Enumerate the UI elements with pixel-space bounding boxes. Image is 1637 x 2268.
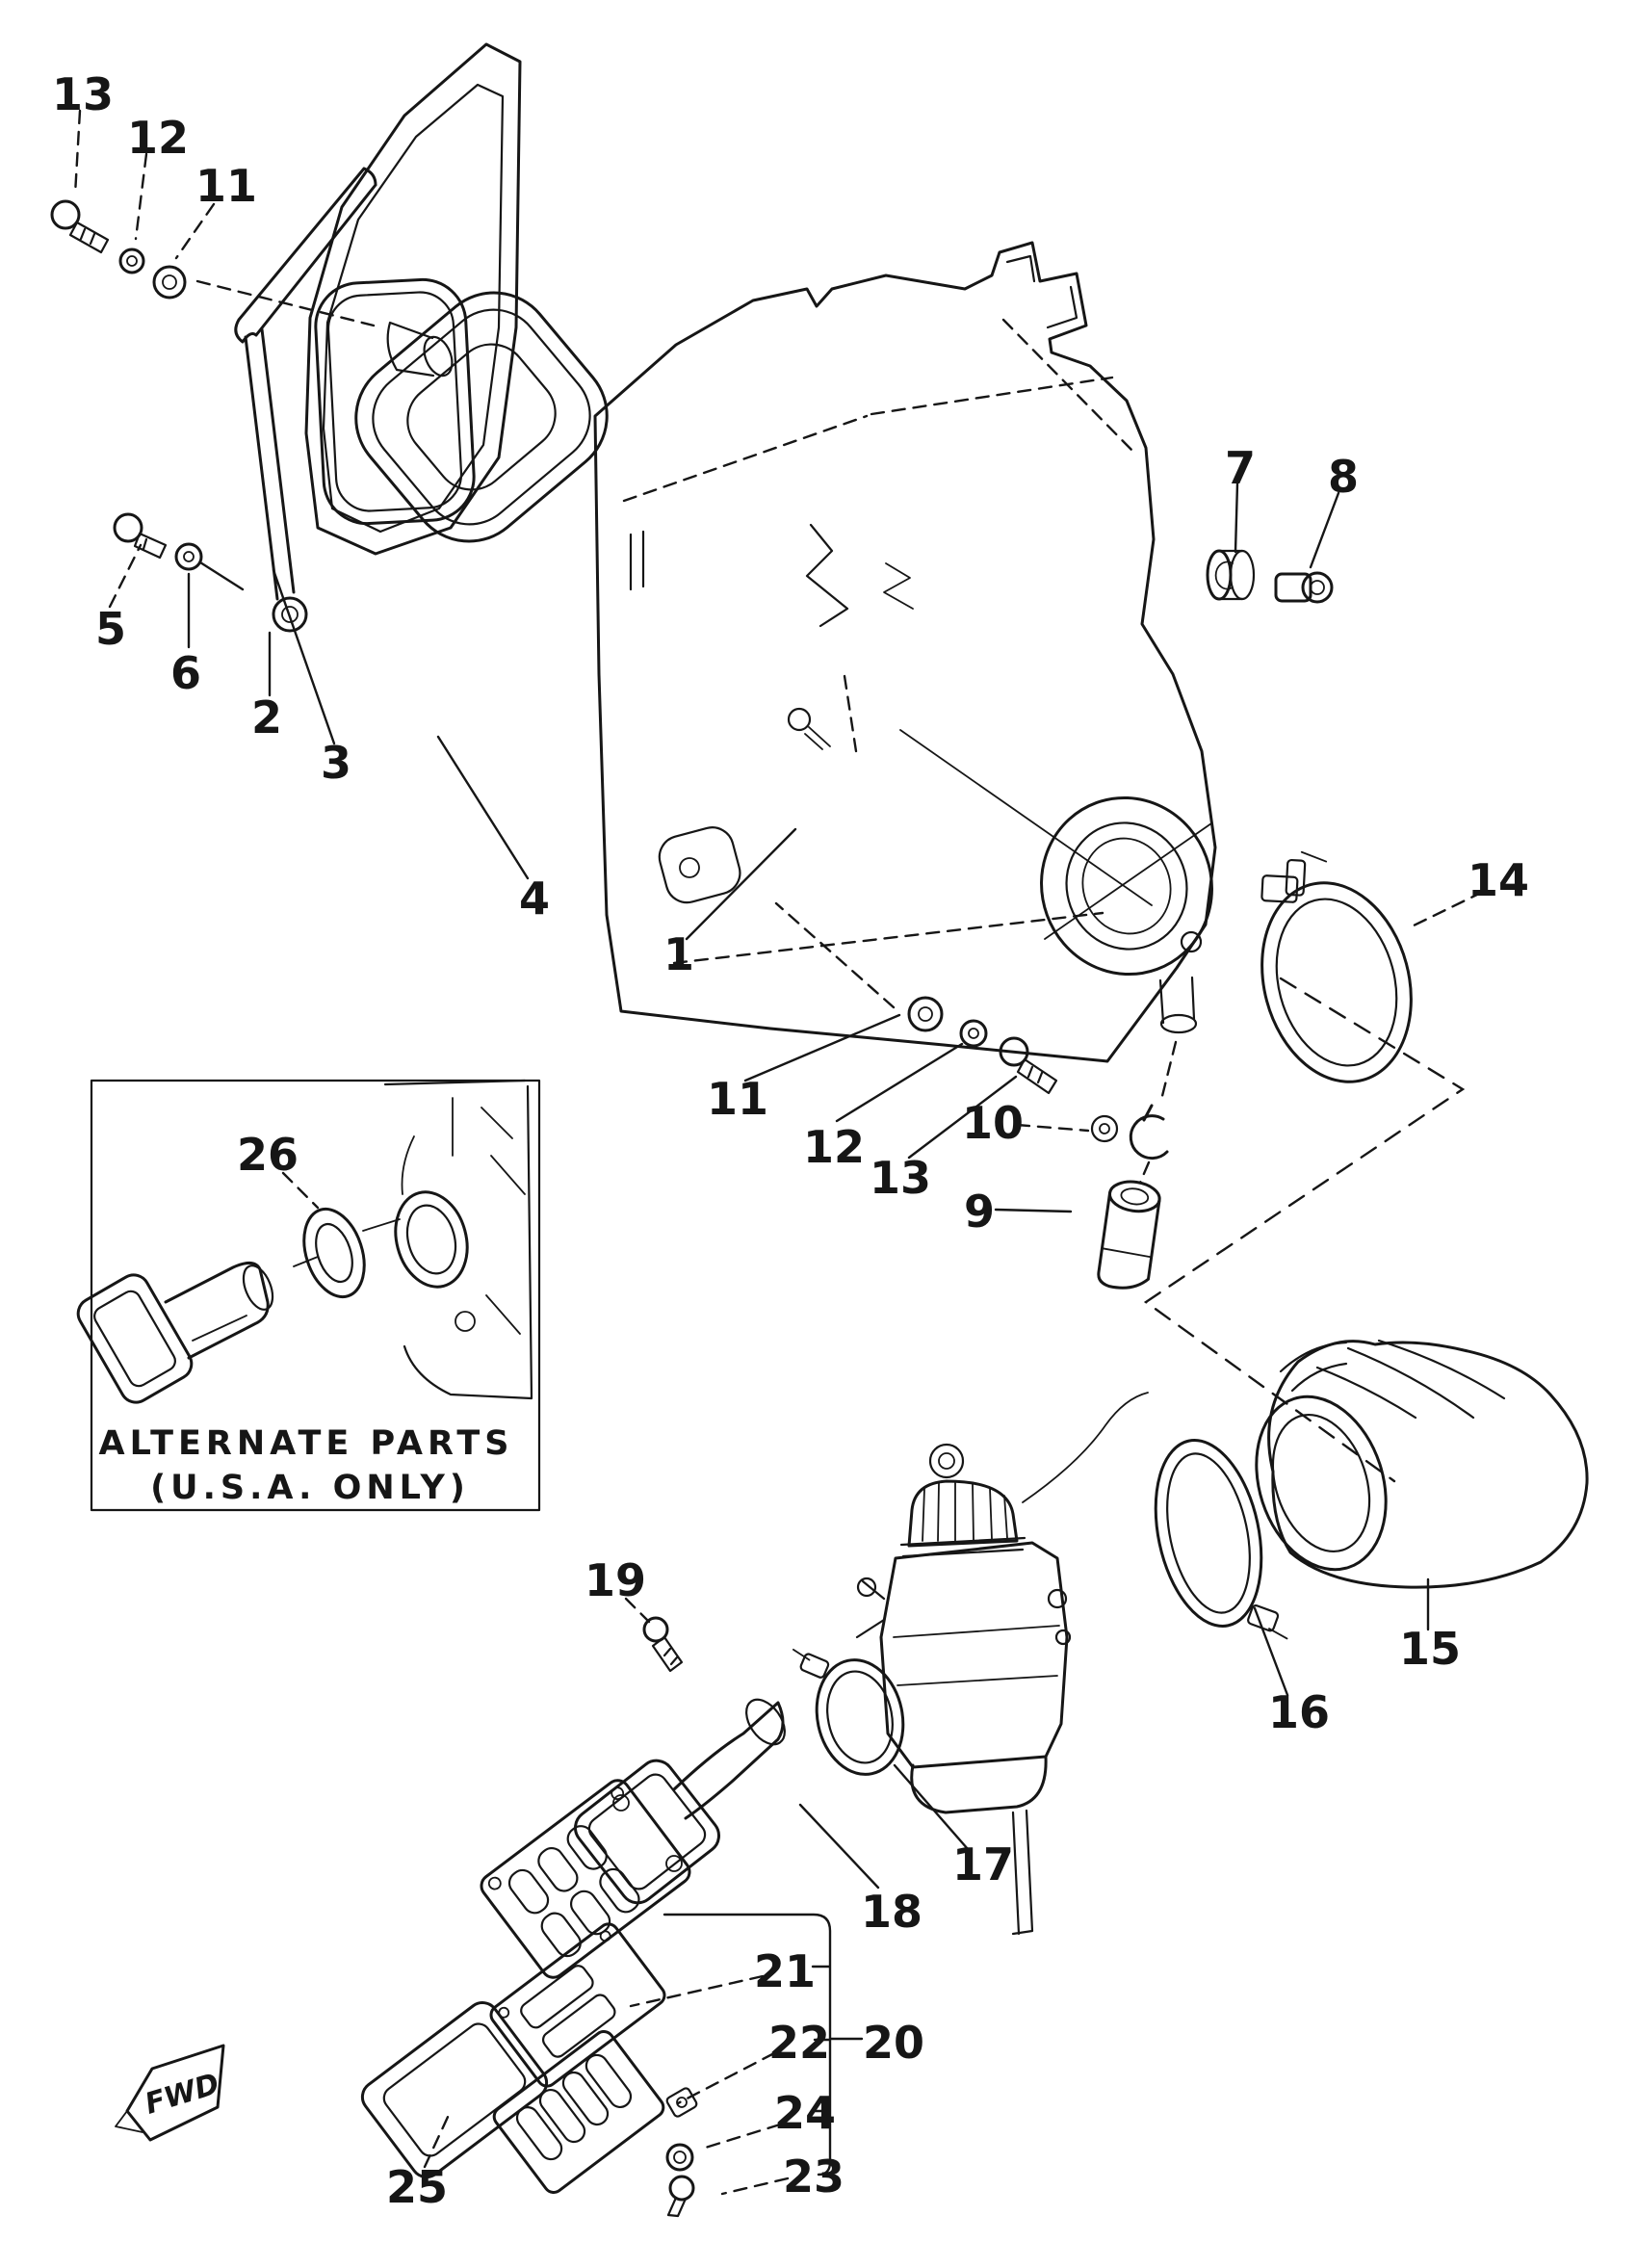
case-latch-spring [884,563,913,609]
callout-14: 14 [1467,854,1530,906]
grommet-7 [1208,551,1254,599]
callout-1: 1 [663,928,695,980]
fwd-label: FWD [141,2067,223,2122]
drain-parts [1092,1106,1167,1291]
washer-6 [176,544,201,569]
reed-valve-stack [477,1776,698,2216]
callout-13-top: 13 [51,68,115,120]
collar-11-top-hole [163,275,176,289]
callout-4: 4 [518,873,551,925]
callout-labels [52,68,1529,2213]
callout-15: 15 [1398,1623,1462,1675]
bolt-5 [115,514,166,558]
air-joint-boot [1235,1341,1587,1587]
manifold-bolt [644,1618,682,1671]
callout-20: 20 [862,2017,925,2069]
callout-22: 22 [767,2017,831,2069]
collar-11-top [154,267,185,298]
callout-9: 9 [963,1186,996,1238]
callout-3: 3 [320,737,352,789]
reed-washer-nut [667,2145,692,2170]
callout-12-top: 12 [126,112,190,164]
alt-caption-line1: ALTERNATE PARTS [98,1424,514,1463]
cover-assembly [52,44,520,631]
reed-corner-clip [665,2087,698,2118]
drain-tube [1097,1179,1161,1291]
clip-washer [1092,1116,1117,1141]
alternate-box-captions [99,1424,514,1507]
callout-2: 2 [250,691,283,743]
collar-bolt-8 [1276,573,1332,602]
callout-12-bottom: 12 [802,1121,866,1173]
fwd-marker [116,2046,223,2140]
case-seam-screw [789,709,830,749]
tube-clip [1130,1106,1167,1159]
lower-fasteners [909,998,1056,1093]
callout-21: 21 [753,1945,817,1997]
carburetor-clamp [793,1630,914,1785]
callout-17: 17 [951,1838,1015,1890]
boot-clamp [1140,1429,1287,1660]
callout-24: 24 [773,2087,837,2139]
alternate-gasket-ring [294,1201,375,1304]
washer-6-hole [184,552,194,561]
case-latch [807,525,847,626]
case-seal-ring [314,277,477,526]
washer-12-bottom [961,1021,986,1046]
callout-23: 23 [782,2151,845,2203]
screw-13-top [52,201,108,252]
callout-26: 26 [236,1129,299,1181]
callout-11-bottom: 11 [706,1073,769,1125]
alt-caption-line2: (U.S.A. ONLY) [150,1469,470,1507]
callout-16: 16 [1267,1686,1331,1738]
alternate-manifold [72,1262,278,1408]
callout-7: 7 [1224,442,1257,494]
collar-11-bottom [909,998,942,1030]
washer-12-top [120,249,143,273]
reed-screw [668,2177,693,2216]
callout-11-top: 11 [195,160,258,212]
callout-6: 6 [169,647,202,699]
screw-13-bottom [1000,1038,1056,1093]
callout-13-bottom: 13 [869,1152,932,1204]
callout-5: 5 [94,603,127,655]
reed-cage [477,1776,694,1982]
air-filter-element [331,269,631,566]
callout-18: 18 [860,1886,923,1938]
callout-19: 19 [584,1554,647,1606]
callout-25: 25 [385,2161,449,2213]
washer-12-top-hole [127,256,137,266]
outlet-clamp [1232,833,1432,1098]
callout-8: 8 [1327,451,1360,503]
case-outlet-opening [1017,773,1236,998]
cover-frame-inner [324,85,503,532]
engine-section [385,1081,532,1398]
cover-stay-strap [236,169,376,631]
case-drain-spigot [1160,978,1196,1032]
callout-10: 10 [961,1097,1025,1149]
cover-frame-outer [306,44,520,554]
